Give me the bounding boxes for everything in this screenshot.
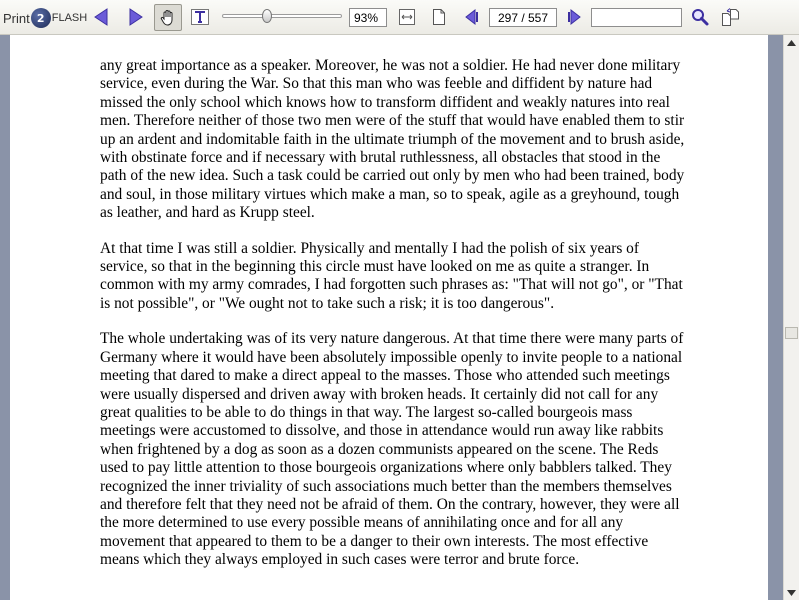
- scroll-down-button[interactable]: [784, 585, 799, 600]
- paragraph: At that time I was still a soldier. Physically and mentally I had the polish of six years of service, so that in the beginning this circle must have looked on me as quite a stranger. In common with my army comrades, I had forgotten such phrases as: "That will not go", or "That is not possible", or "We ought not to take such a risk; it is too dangerous".: [100, 239, 683, 312]
- scroll-up-button[interactable]: [784, 35, 799, 50]
- paragraph: any great importance as a speaker. Moreover, he was not a soldier. He had never done military service, even during the War. So that this man who was feeble and diffident by nature had missed the only school which knows how to transform diffident and weakly natures into real men. Therefore neither of those two men were of the stuff that would have enabled them to stir up an ardent and indomitable faith in the ultimate triumph of the movement and to brush aside, with obstinate force and if necessary with brutal ruthlessness, all obstacles that stood in the path of the new idea. Such a task could be carried out only by men who had been trained, body and soul, in those military virtues which make a man, so to speak, agile as a greyhound, tough as leather, and hard as Krupp steel.: [100, 57, 685, 222]
- search-input[interactable]: [591, 8, 682, 27]
- logo-badge-text: 2: [36, 11, 45, 25]
- document-page: [10, 35, 768, 600]
- next-page-icon: [564, 7, 584, 27]
- logo-flash-text: FLASH: [51, 12, 88, 24]
- print-icon: [718, 7, 742, 27]
- document-viewport[interactable]: [0, 35, 783, 600]
- zoom-input[interactable]: [349, 8, 387, 27]
- fit-page-button[interactable]: [427, 5, 451, 29]
- page-number-input[interactable]: [489, 8, 557, 27]
- hand-tool-button[interactable]: [154, 4, 182, 31]
- fit-width-button[interactable]: [395, 5, 419, 29]
- logo-badge-icon: [31, 8, 51, 28]
- scroll-down-icon: [787, 590, 796, 596]
- print-button[interactable]: [718, 5, 742, 29]
- text-select-icon: [190, 7, 210, 27]
- paragraph: The whole undertaking was of its very nature dangerous. At that time there were many parts of Germany where it would have been absolutely impossible openly to invite people to a national meeting that dared to make a direct appeal to the masses. Those who attended such meetings were usually dispersed and driven away with broken heads. It certainly did not call for any great qualities to be able to do things in that way. The largest so-called bourgeois mass meetings were accustomed to dissolve, and those in attendance would run away like rabbits when frightened by a dog as soon as a dozen communists appeared on the scene. The Reds used to pay little attention to those bourgeois organizations where only babblers talked. They recognized the inner triviality of such associations much better than the members themselves and therefore felt that they need not be afraid of them. On the contrary, however, they were all the more determined to use every possible means of annihilating once and for all any movement that appeared to them to be a danger to their own interests. The most effective means which they always employed in such cases were terror and brute force.: [100, 330, 684, 569]
- previous-page-button[interactable]: [460, 5, 484, 29]
- search-icon: [690, 7, 710, 27]
- zoom-slider-track: [222, 14, 342, 18]
- fit-width-icon: [397, 7, 417, 27]
- toolbar: [0, 0, 799, 35]
- logo-print-text: Print: [3, 10, 30, 26]
- scroll-up-icon: [787, 40, 796, 46]
- previous-page-icon: [462, 7, 482, 27]
- back-button[interactable]: [90, 5, 114, 29]
- next-page-button[interactable]: [562, 5, 586, 29]
- arrow-right-icon: [125, 7, 145, 27]
- hand-tool-icon: [158, 8, 178, 28]
- zoom-slider-handle[interactable]: [262, 9, 272, 23]
- fit-page-icon: [429, 7, 449, 27]
- page-text: [100, 57, 690, 587]
- text-select-button[interactable]: [188, 5, 212, 29]
- vertical-scrollbar[interactable]: [783, 35, 799, 600]
- zoom-slider[interactable]: [222, 11, 342, 21]
- forward-button[interactable]: [123, 5, 147, 29]
- print2flash-logo: [3, 8, 87, 28]
- scroll-thumb[interactable]: [785, 327, 798, 339]
- arrow-left-icon: [92, 7, 112, 27]
- search-button[interactable]: [688, 5, 712, 29]
